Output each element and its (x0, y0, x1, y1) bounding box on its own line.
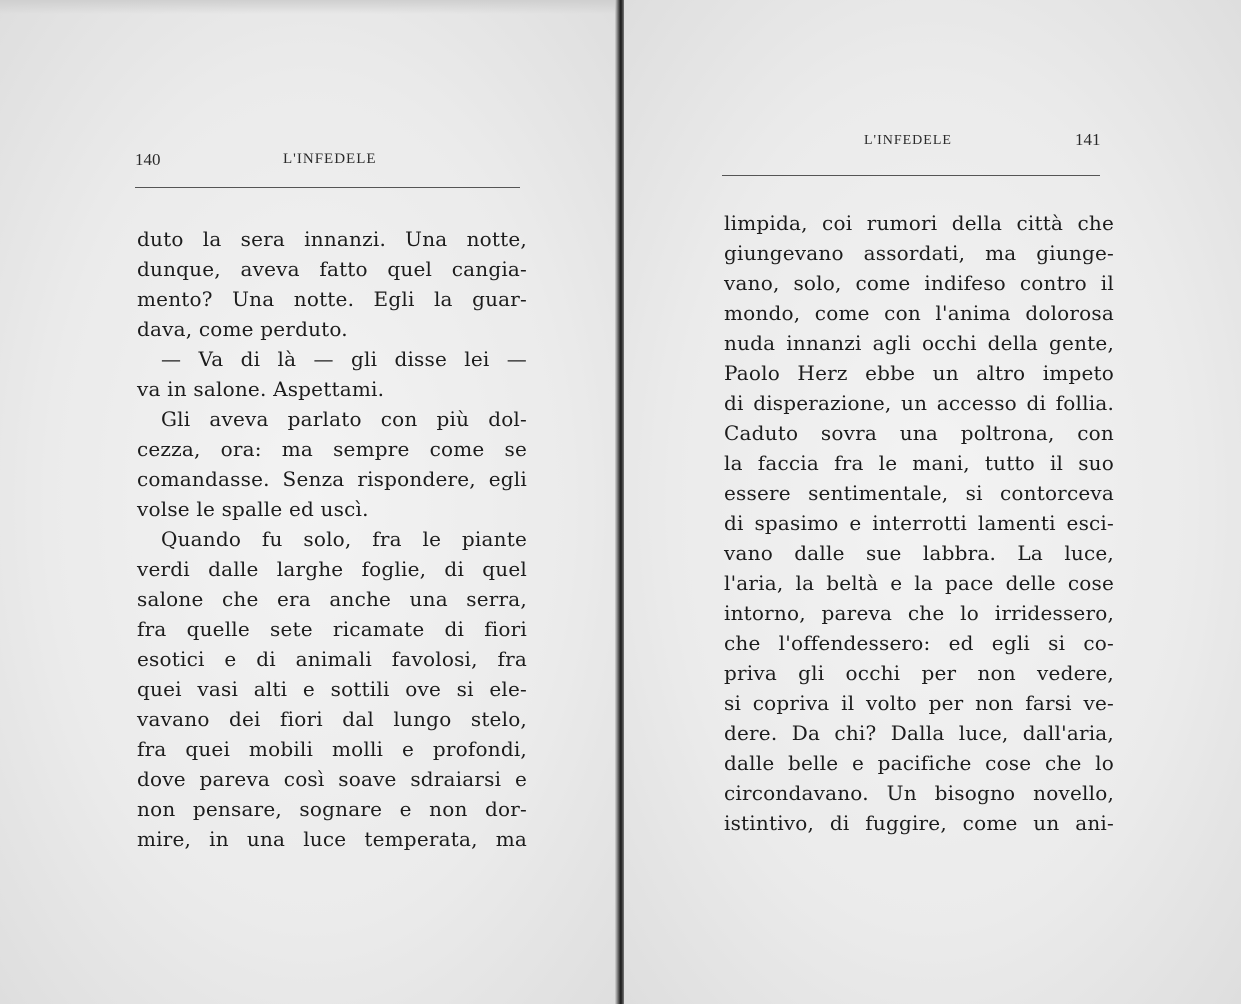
right-body-text (724, 208, 1114, 838)
text-line: dunque, aveva fatto quel cangia- (137, 257, 527, 281)
left-running-head: L'INFEDELE (283, 151, 377, 167)
text-line: Paolo Herz ebbe un altro impeto (724, 361, 1114, 385)
text-line: che l'offendessero: ed egli si co- (724, 631, 1114, 655)
right-header-rule (722, 175, 1100, 176)
text-line: la faccia fra le mani, tutto il suo (724, 451, 1114, 475)
text-line: dava, come perduto. (137, 317, 348, 341)
right-running-head: L'INFEDELE (864, 133, 952, 148)
text-line: limpida, coi rumori della città che (724, 211, 1114, 235)
text-line: mento? Una notte. Egli la guar- (137, 287, 527, 311)
text-line: vano, solo, come indifeso contro il (724, 271, 1114, 295)
text-line: di spasimo e interrotti lamenti esci- (724, 511, 1114, 535)
text-line: dalle belle e pacifiche cose che lo (724, 751, 1114, 775)
text-line: istintivo, di fuggire, come un ani- (724, 811, 1114, 835)
left-header-rule (135, 187, 520, 188)
text-line: comandasse. Senza rispondere, egli (137, 467, 527, 491)
text-line: l'aria, la beltà e la pace delle cose (724, 571, 1114, 595)
text-line: priva gli occhi per non vedere, (724, 661, 1114, 685)
left-body-text (137, 224, 527, 854)
text-line: circondavano. Un bisogno novello, (724, 781, 1114, 805)
left-page (0, 0, 620, 1004)
text-line: fra quei mobili molli e profondi, (137, 737, 527, 761)
text-line: cezza, ora: ma sempre come se (137, 437, 527, 461)
text-line: Quando fu solo, fra le piante (161, 527, 527, 551)
text-line: non pensare, sognare e non dor- (137, 797, 527, 821)
text-line: Gli aveva parlato con più dol- (161, 407, 527, 431)
text-line: dove pareva così soave sdraiarsi e (137, 767, 527, 791)
text-line: volse le spalle ed uscì. (137, 497, 369, 521)
text-line: duto la sera innanzi. Una notte, (137, 227, 527, 251)
text-line: Caduto sovra una poltrona, con (724, 421, 1114, 445)
text-line: — Va di là — gli disse lei — (161, 347, 527, 371)
text-line: dere. Da chi? Dalla luce, dall'aria, (724, 721, 1114, 745)
page-top-shadow (0, 0, 620, 14)
text-line: vano dalle sue labbra. La luce, (724, 541, 1114, 565)
text-line: mondo, come con l'anima dolorosa (724, 301, 1114, 325)
text-line: verdi dalle larghe foglie, di quel (137, 557, 527, 581)
text-line: quei vasi alti e sottili ove si ele- (137, 677, 527, 701)
left-page-number: 140 (135, 150, 161, 169)
text-line: di disperazione, un accesso di follia. (724, 391, 1114, 415)
text-line: si copriva il volto per non farsi ve- (724, 691, 1114, 715)
right-page (624, 0, 1241, 1004)
text-line: nuda innanzi agli occhi della gente, (724, 331, 1114, 355)
text-line: va in salone. Aspettami. (137, 377, 385, 401)
text-line: salone che era anche una serra, (137, 587, 527, 611)
text-line: giungevano assordati, ma giunge- (724, 241, 1114, 265)
text-line: fra quelle sete ricamate di fiori (137, 617, 527, 641)
right-page-number: 141 (1075, 130, 1101, 149)
text-line: essere sentimentale, si contorceva (724, 481, 1114, 505)
text-line: intorno, pareva che lo irridessero, (724, 601, 1114, 625)
text-line: vavano dei fiori dal lungo stelo, (137, 707, 527, 731)
text-line: mire, in una luce temperata, ma (137, 827, 527, 851)
text-line: esotici e di animali favolosi, fra (137, 647, 527, 671)
